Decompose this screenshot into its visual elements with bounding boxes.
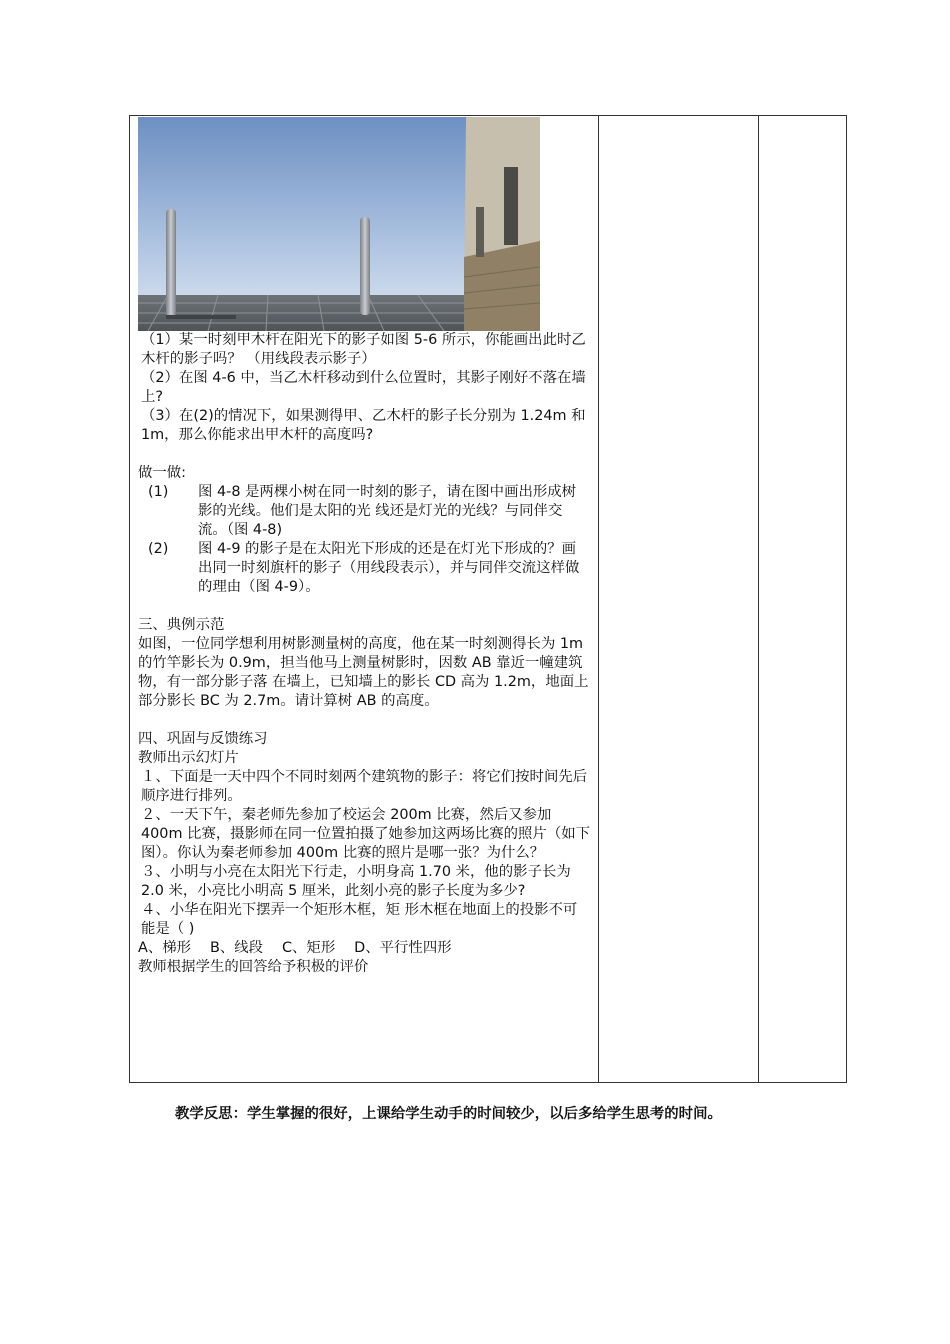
lesson-table [129, 115, 847, 1083]
practice-item-4: ４、小华在阳光下摆弄一个矩形木框，矩 形木框在地面上的投影不可能是（ ) [141, 902, 578, 937]
try-item-text: 图 4-9 的影子是在太阳光下形成的还是在灯光下形成的？画出同一时刻旗杆的影子（用线段表示），并与同伴交流这样做的理由（图 4-9）。 [198, 541, 580, 595]
activity-q3: （3）在(2)的情况下，如果测得甲、乙木杆的影子长分别为 1.24m 和 1m，那么你能求出甲木杆的高度吗? [141, 408, 586, 443]
practice-title: 四、巩固与反馈练习 [138, 731, 268, 747]
try-item [138, 483, 590, 540]
column-divider [598, 116, 599, 1082]
lesson-content [138, 116, 590, 977]
example-title: 三、典例示范 [138, 617, 225, 633]
try-item-text: 图 4-8 是两棵小树在同一时刻的影子，请在图中画出形成树影的光线。他们是太阳的光 线还是灯光的光线？与同伴交流。（图 4-8) [198, 484, 577, 538]
answer-options: A、梯形 B、线段 C、矩形 D、平行性四形 [138, 940, 452, 956]
activity-q1: （1）某一时刻甲木杆在阳光下的影子如图 5-6 所示，你能画出此时乙木杆的影子吗？ （用线段表示影子） [141, 332, 586, 367]
poles-shadow-photo [138, 117, 540, 331]
column-divider [758, 116, 759, 1082]
example-text: 如图，一位同学想利用树影测量树的高度，他在某一时刻测得长为 1m 的竹竿影长为 0.9m，担当他马上测量树影时，因数 AB 靠近一幢建筑物，有一部分影子落 在墙上，已知墙上的影长 CD 高为 1.2m，地面上部分影长 BC 为 2.7m。请计算树 AB 的高度。 [138, 636, 589, 709]
try-item-number: (2) [148, 541, 169, 557]
practice-item-3: ３、小明与小亮在太阳光下行走，小明身高 1.70 米，他的影子长为 2.0 米，小亮比小明高 5 厘米，此刻小亮的影子长度为多少? [141, 864, 571, 899]
try-item-number: (1) [148, 484, 169, 500]
activity-q2: （2）在图 4-6 中，当乙木杆移动到什么位置时，其影子刚好不落在墙上? [141, 370, 586, 405]
teaching-reflection: 教学反思：学生掌握的很好，上课给学生动手的时间较少，以后多给学生思考的时间。 [175, 1106, 722, 1122]
practice-item-1: １、下面是一天中四个不同时刻两个建筑物的影子：将它们按时间先后顺序进行排列。 [141, 769, 588, 804]
practice-item-2: ２、一天下午，秦老师先参加了校运会 200m 比赛，然后又参加 400m 比赛，摄影师在同一位置拍摄了她参加这两场比赛的照片（如下图）。你认为秦老师参加 400m 比赛的照片是哪一张？为什么？ [141, 807, 590, 861]
try-title: 做一做: [138, 465, 187, 481]
try-item [138, 540, 590, 597]
evaluation-note: 教师根据学生的回答给予积极的评价 [138, 959, 369, 975]
practice-intro: 教师出示幻灯片 [138, 750, 239, 766]
